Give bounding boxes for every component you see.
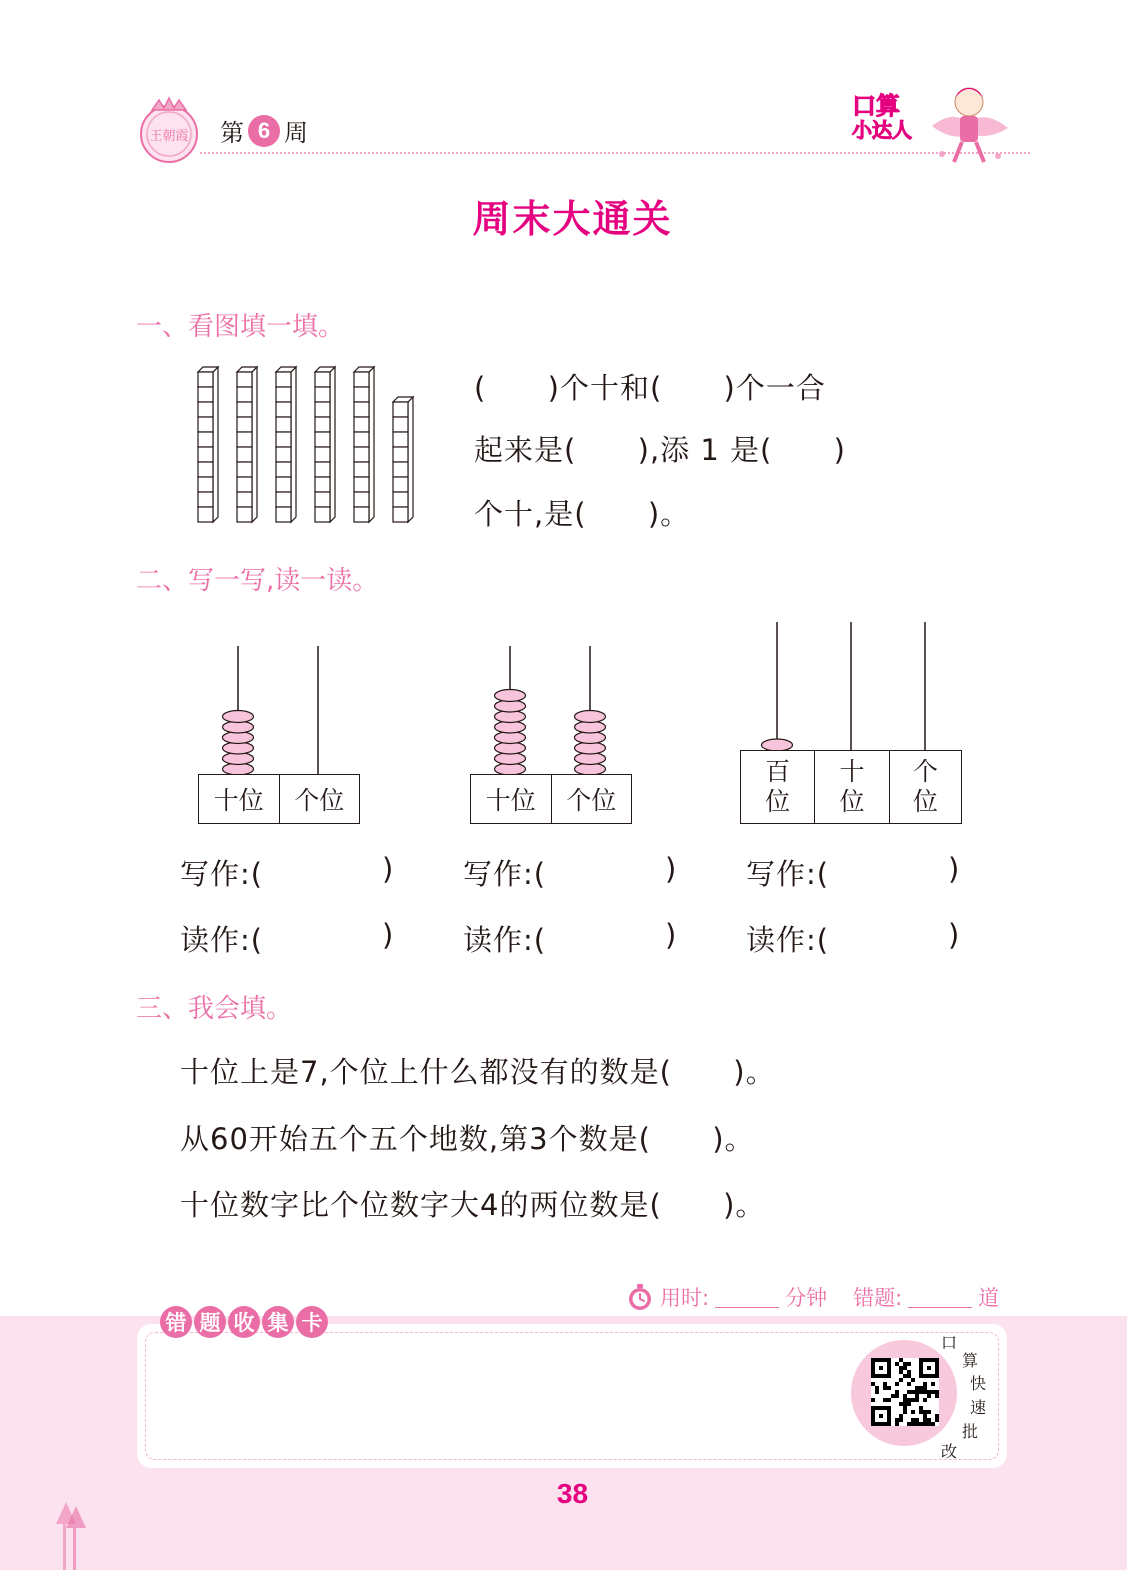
qr-module — [919, 1422, 923, 1426]
qr-module — [923, 1418, 927, 1422]
page-title: 周末大通关 — [472, 197, 673, 241]
qr-finder-dot-3 — [879, 1414, 883, 1418]
qr-module — [887, 1398, 891, 1402]
qr-module — [899, 1378, 903, 1382]
abacus-3-label-box — [740, 750, 962, 824]
qr-module — [871, 1398, 875, 1402]
abacus-3-tens-bottom: 位 — [839, 787, 865, 816]
princess-crown-logo — [132, 96, 206, 164]
qr-module — [919, 1406, 923, 1410]
qr-module — [907, 1370, 911, 1374]
qr-module — [927, 1418, 931, 1422]
tag-char-3: 收 — [228, 1306, 260, 1338]
week-prefix: 第 — [220, 119, 244, 147]
qr-caption-1: 口 — [941, 1333, 958, 1352]
qr-module — [907, 1398, 911, 1402]
qr-module — [935, 1390, 939, 1394]
brand-line-1: 口算 — [852, 92, 900, 120]
abacus-1-read-close: ) — [382, 918, 395, 952]
tag-char-5: 卡 — [296, 1306, 328, 1338]
qr-module — [927, 1422, 931, 1426]
qr-module — [907, 1374, 911, 1378]
qr-module — [919, 1386, 923, 1390]
abacus-2-label-box — [470, 774, 632, 824]
qr-module — [907, 1362, 911, 1366]
abacus-3-write-close: ) — [948, 852, 961, 886]
qr-module — [927, 1390, 931, 1394]
qr-module — [883, 1386, 887, 1390]
base-ten-rod-4 — [315, 367, 335, 522]
abacus-1-write-label: 写作:( — [180, 857, 264, 891]
abacus-3-ones-top: 个 — [912, 757, 938, 786]
qr-module — [903, 1362, 907, 1366]
qr-module — [923, 1382, 927, 1386]
abacus-2-bead — [495, 690, 526, 702]
abacus-3-read-close: ) — [948, 918, 961, 952]
tag-char-1: 错 — [160, 1306, 192, 1338]
base-ten-rod-2 — [237, 367, 257, 522]
qr-module — [907, 1390, 911, 1394]
tag-char-2: 题 — [194, 1306, 226, 1338]
errors-unit: 道 — [978, 1286, 1000, 1310]
section-3-heading: 三、我会填。 — [136, 994, 293, 1024]
qr-module — [919, 1390, 923, 1394]
qr-module — [895, 1418, 899, 1422]
abacus-1-read-label: 读作:( — [180, 923, 264, 957]
section-1-heading: 一、看图填一填。 — [136, 312, 345, 342]
qr-module — [927, 1394, 931, 1398]
qr-module — [923, 1386, 927, 1390]
abacus-2-read-label: 读作:( — [463, 923, 547, 957]
abacus-3-ones-label — [890, 751, 961, 823]
error-card-tag — [160, 1306, 328, 1338]
abacus-2-bead — [575, 711, 606, 723]
qr-module — [935, 1414, 939, 1418]
qr-finder-dot-1 — [879, 1366, 883, 1370]
qr-module — [923, 1414, 927, 1418]
base-ten-rod-3 — [276, 367, 296, 522]
abacus-1-ones-label: 个位 — [294, 786, 345, 815]
qr-module — [915, 1422, 919, 1426]
section-3-question-3: 十位数字比个位数字大4的两位数是( )。 — [180, 1188, 766, 1222]
base-ten-rods — [190, 364, 420, 528]
section-1-line-3: 个十,是( )。 — [474, 497, 691, 531]
time-and-errors-row — [626, 1282, 999, 1312]
base-ten-rod-1 — [198, 367, 218, 522]
stopwatch-icon — [626, 1283, 654, 1311]
qr-module — [911, 1390, 915, 1394]
abacus-3-tens-label — [815, 751, 889, 823]
qr-module — [895, 1422, 899, 1426]
qr-module — [927, 1410, 931, 1414]
qr-module — [911, 1378, 915, 1382]
abacus-2-read-close: ) — [665, 918, 678, 952]
qr-module — [903, 1398, 907, 1402]
abacus-1-bead — [223, 711, 254, 723]
errors-label: 错题: — [853, 1286, 903, 1310]
time-label: 用时: — [660, 1286, 710, 1310]
qr-module — [935, 1418, 939, 1422]
qr-module — [903, 1402, 907, 1406]
base-ten-rod-6 — [393, 397, 413, 522]
qr-module — [923, 1398, 927, 1402]
svg-text:王朝霞: 王朝霞 — [149, 129, 189, 144]
qr-module — [915, 1418, 919, 1422]
qr-caption-3: 快 — [970, 1374, 987, 1393]
qr-module — [895, 1382, 899, 1386]
qr-module — [907, 1382, 911, 1386]
qr-module — [903, 1410, 907, 1414]
qr-module — [871, 1382, 875, 1386]
section-3-question-1: 十位上是7,个位上什么都没有的数是( )。 — [180, 1055, 776, 1089]
qr-module — [903, 1366, 907, 1370]
qr-finder-dot-2 — [927, 1366, 931, 1370]
qr-module — [907, 1422, 911, 1426]
qr-module — [915, 1398, 919, 1402]
pink-arrows — [52, 1500, 92, 1570]
qr-module — [899, 1370, 903, 1374]
time-blank[interactable] — [715, 1287, 779, 1308]
qr-module — [919, 1410, 923, 1414]
qr-module — [923, 1422, 927, 1426]
qr-module — [911, 1418, 915, 1422]
qr-module — [903, 1406, 907, 1410]
qr-module — [899, 1418, 903, 1422]
qr-module — [887, 1386, 891, 1390]
week-suffix: 周 — [284, 119, 308, 147]
qr-module — [895, 1394, 899, 1398]
qr-module — [875, 1386, 879, 1390]
qr-caption-6: 改 — [941, 1442, 958, 1461]
qr-module — [891, 1394, 895, 1398]
section-1-line-2: 起来是( ),添 1 是( ) — [474, 433, 846, 467]
qr-module — [911, 1398, 915, 1402]
qr-module — [903, 1374, 907, 1378]
qr-module — [915, 1390, 919, 1394]
week-number-badge: 6 — [248, 115, 280, 147]
qr-module — [895, 1362, 899, 1366]
errors-blank[interactable] — [908, 1287, 972, 1308]
qr-module — [915, 1394, 919, 1398]
qr-module — [883, 1382, 887, 1386]
section-1-line-1: ( )个十和( )个一合 — [474, 371, 826, 405]
qr-module — [935, 1394, 939, 1398]
qr-module — [899, 1358, 903, 1362]
week-label — [220, 113, 308, 148]
qr-module — [875, 1390, 879, 1394]
qr-code[interactable] — [871, 1358, 939, 1426]
qr-module — [903, 1394, 907, 1398]
qr-module — [895, 1390, 899, 1394]
abacus-3-read-label: 读作:( — [746, 923, 830, 957]
abacus-1-rods — [198, 640, 360, 776]
abacus-2-tens-label: 十位 — [471, 775, 552, 823]
abacus-3-write-label: 写作:( — [746, 857, 830, 891]
qr-module — [931, 1390, 935, 1394]
abacus-1-write-close: ) — [382, 852, 395, 886]
abacus-2-ones-label: 个位 — [566, 786, 617, 815]
abacus-3-tens-top: 十 — [839, 757, 865, 786]
brand-logo — [852, 94, 924, 150]
cartoon-girl-mascot — [922, 76, 1016, 168]
qr-module — [923, 1390, 927, 1394]
qr-module — [923, 1410, 927, 1414]
page-number: 38 — [556, 1478, 589, 1509]
abacus-3-hundreds-top: 百 — [765, 757, 791, 786]
qr-module — [911, 1410, 915, 1414]
qr-module — [899, 1366, 903, 1370]
base-ten-rod-5 — [354, 367, 374, 522]
abacus-1-label-box — [198, 774, 360, 824]
qr-caption-2: 算 — [962, 1351, 979, 1370]
brand-line-2: 小达人 — [852, 118, 912, 142]
qr-caption-5: 批 — [962, 1422, 979, 1441]
abacus-2-rods — [470, 640, 632, 776]
abacus-3-rods — [740, 616, 962, 752]
abacus-1-tens-label: 十位 — [199, 775, 280, 823]
qr-module — [899, 1402, 903, 1406]
qr-module — [911, 1422, 915, 1426]
qr-caption-4: 速 — [970, 1398, 987, 1417]
qr-module — [883, 1398, 887, 1402]
qr-module — [931, 1382, 935, 1386]
qr-module — [899, 1414, 903, 1418]
section-2-heading: 二、写一写,读一读。 — [136, 566, 379, 596]
qr-module — [907, 1402, 911, 1406]
abacus-3-hundreds-bottom: 位 — [765, 787, 791, 816]
header-divider — [200, 152, 1030, 154]
abacus-2-write-label: 写作:( — [463, 857, 547, 891]
minutes-label: 分钟 — [785, 1286, 828, 1310]
qr-module — [915, 1386, 919, 1390]
abacus-3-ones-bottom: 位 — [912, 787, 938, 816]
qr-module — [931, 1422, 935, 1426]
abacus-2-write-close: ) — [665, 852, 678, 886]
tag-char-4: 集 — [262, 1306, 294, 1338]
abacus-3-hundreds-label — [741, 751, 815, 823]
section-3-question-2: 从60开始五个五个地数,第3个数是( )。 — [180, 1122, 755, 1156]
